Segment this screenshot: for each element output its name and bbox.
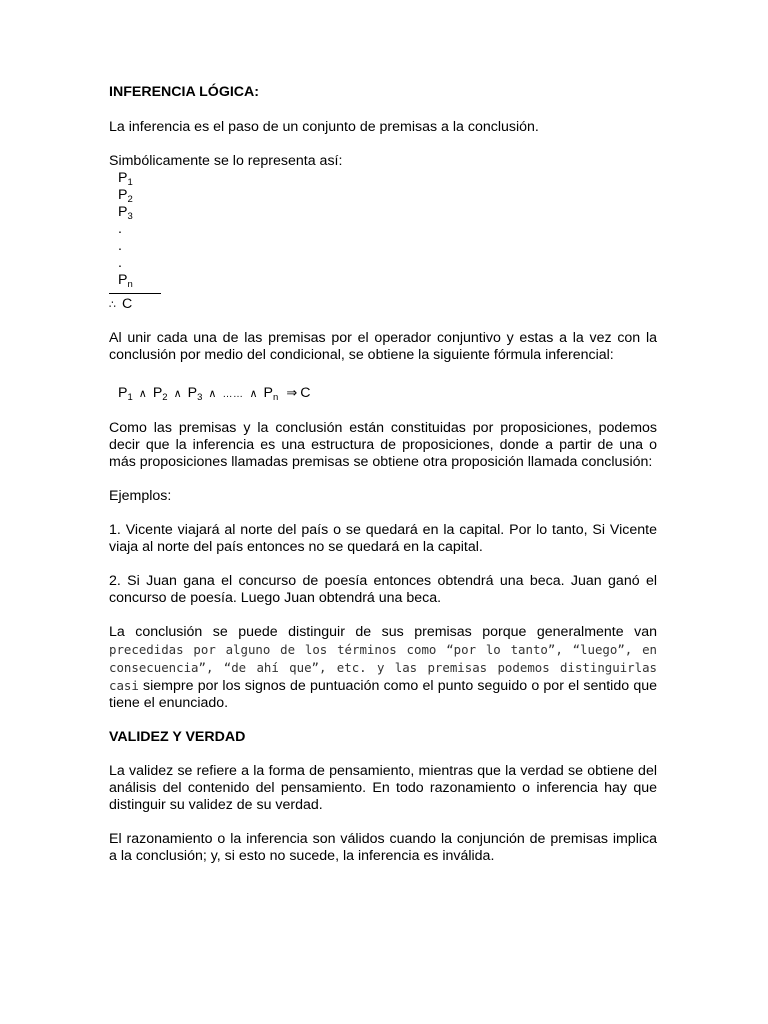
premise-1: $P_1$ xyxy=(118,170,133,188)
premise-3: $P_3$ xyxy=(118,204,133,222)
conclusion-symbol: C xyxy=(122,296,133,312)
premise-2: $P_2$ xyxy=(118,187,133,205)
symbolic-intro: Simbólicamente se lo representa así: xyxy=(109,153,343,169)
and-icon: ∧ xyxy=(138,387,147,400)
and-icon: ∧ xyxy=(249,387,258,400)
valid-inference-paragraph: El razonamiento o la inferencia son válidos cuando la conjunción de premisas implica a la conclusión; y, si esto no sucede, la inferencia es inválida. xyxy=(109,831,657,864)
distinguish-paragraph: La conclusión se puede distinguir de sus premisas porque generalmente van precedidas por alguno de los términos como “por lo tanto”, “luego”, en consecuencia”, “de ahí que”, etc. y las premisas podemos distinguirlas casi siempre por los signos de puntuación como el punto seguido o por el sentido que tiene el enunciado. xyxy=(109,624,657,711)
and-icon: ∧ xyxy=(208,387,217,400)
structure-paragraph: Como las premisas y la conclusión están constituidas por proposiciones, podemos decir que la inferencia es una estructura de proposiciones, donde a partir de una o más proposiciones llamadas premisas se obtiene otra proposición llamada conclusión: xyxy=(109,420,657,470)
validity-paragraph: La validez se refiere a la forma de pensamiento, mientras que la verdad se obtiene del análisis del contenido del pensamiento. En todo razonamiento o inferencia hay que distinguir su validez de su verdad. xyxy=(109,763,657,813)
ellipsis-dot: . xyxy=(118,221,122,237)
implies-icon: ⇒ xyxy=(286,386,298,401)
conclusion-rule xyxy=(109,293,161,294)
document-page xyxy=(109,84,657,865)
heading-validez-verdad: VALIDEZ Y VERDAD xyxy=(109,729,246,745)
ellipsis-dot: . xyxy=(118,238,122,254)
inference-formula: $P_1$ ∧ $P_2$ ∧ $P_3$ ∧ …… ∧ $P_n$ ⇒ C xyxy=(118,385,311,403)
examples-label: Ejemplos: xyxy=(109,488,172,504)
premises-list xyxy=(109,170,657,289)
and-icon: ∧ xyxy=(173,387,182,400)
example-1: 1. Vicente viajará al norte del país o se quedará en la capital. Por lo tanto, Si Vicente viaja al norte del país entonces no se quedará en la capital. xyxy=(109,522,657,555)
heading-inferencia-logica: INFERENCIA LÓGICA: xyxy=(109,84,260,100)
ellipsis-dot: . xyxy=(118,255,122,271)
conclusion-line xyxy=(109,296,657,313)
premise-n: $P_n$ xyxy=(118,272,133,290)
therefore-icon: ∴ xyxy=(109,298,116,311)
intro-paragraph: La inferencia es el paso de un conjunto de premisas a la conclusión. xyxy=(109,119,539,135)
example-2: 2. Si Juan gana el concurso de poesía entonces obtendrá una beca. Juan ganó el concurso de poesía. Luego Juan obtendrá una beca. xyxy=(109,573,657,606)
formula-intro: Al unir cada una de las premisas por el operador conjuntivo y estas a la vez con la conclusión por medio del condicional, se obtiene la siguiente fórmula inferencial: xyxy=(109,330,657,363)
